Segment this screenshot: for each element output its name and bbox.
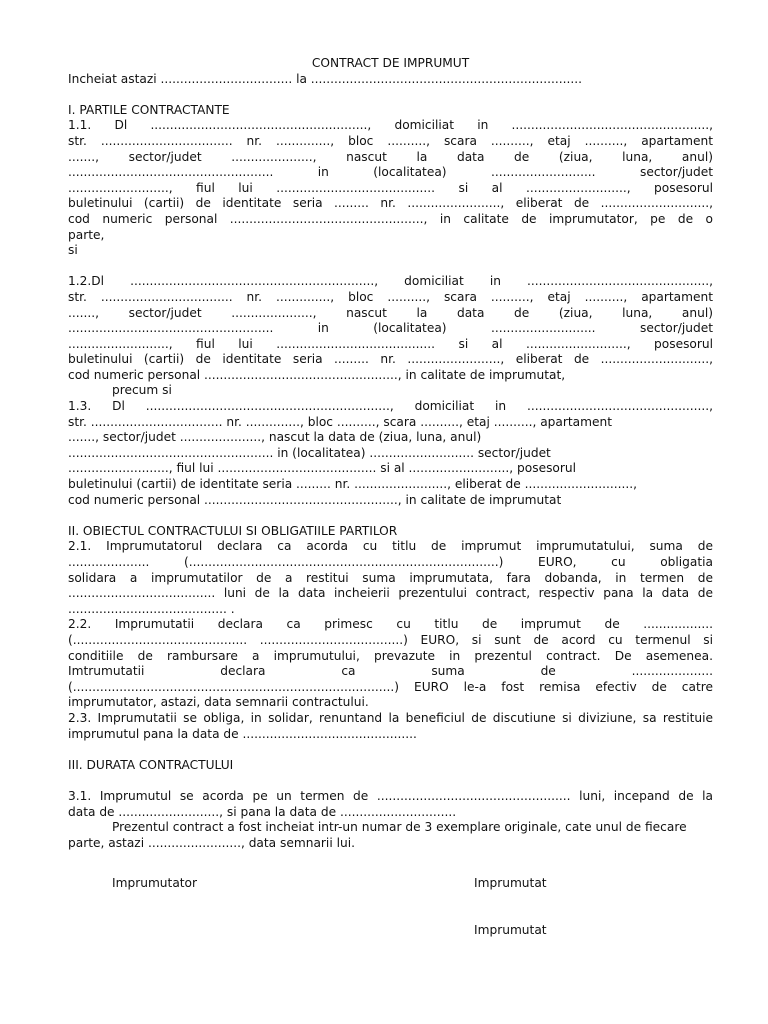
document-line: 2.2. Imprumutatii declara ca primesc cu titlu de imprumut de .................. (68, 617, 713, 632)
document-line: ..................... (................................................................................) EURO, cu obligatia (68, 555, 713, 569)
document-line: ...................................... luni de la data incheierii prezentului contract, respectiv pana la data de (68, 586, 713, 601)
blank-line (68, 259, 713, 275)
document-line: cod numeric personal .................................................., in calitate de imprumutat (68, 492, 562, 507)
signature-label-borrower-2: Imprumutat (474, 923, 547, 937)
document-line: 1.3. Dl ..............................................................., domiciliat in ..............................................., (68, 399, 713, 414)
document-line: precum si (112, 383, 172, 398)
blank-line (68, 87, 713, 103)
contract-document (68, 56, 713, 851)
signature-label-lender: Imprumutator (112, 876, 198, 890)
signature-label-borrower-1: Imprumutat (474, 876, 547, 890)
document-line: cod numeric personal .................................................., in calitate de imprumutator, pe de o (68, 211, 713, 226)
document-line: 1.1. Dl ........................................................, domiciliat in ..................................................., (68, 118, 713, 133)
document-line: Incheiat astazi .................................. la ...................................................................... (68, 71, 582, 86)
document-line: II. OBIECTUL CONTRACTULUI SI OBLIGATIILE PARTILOR (68, 523, 398, 538)
document-line: Prezentul contract a fost incheiat intr-un numar de 3 exemplare originale, cate unul de fiecare (112, 820, 687, 835)
document-line: solidara a imprumutatilor de a restitui suma imprumutata, fara dobanda, in termen de (68, 570, 713, 585)
document-line: buletinului (cartii) de identitate seria ......... nr. ........................, eliberat de ............................, (68, 352, 713, 367)
blank-line (68, 508, 713, 524)
document-line: cod numeric personal .................................................., in calitate de imprumutat, (68, 367, 566, 382)
document-line: str. .................................. nr. .............., bloc .........., scara .........., etaj .........., apartament (68, 414, 613, 429)
document-line: (............................................. .....................................) EURO, si sunt de acord cu termenul si (68, 632, 713, 647)
document-line: ..................................................... in (localitatea) ........................... sector/judet (68, 165, 713, 180)
document-line: .........................., fiul lui ......................................... si al .........................., posesorul (68, 180, 713, 195)
document-line: str. .................................. nr. .............., bloc .........., scara .........., etaj .........., apartament (68, 289, 713, 304)
document-line: I. PARTILE CONTRACTANTE (68, 102, 230, 117)
document-line: CONTRACT DE IMPRUMUT (311, 56, 470, 70)
document-line: ..................................................... in (localitatea) ........................... sector/judet (68, 321, 713, 336)
document-line: conditiile de rambursare a imprumutului, prevazute in prezentul contract. De asemenea. (68, 648, 713, 663)
document-line: si (68, 243, 78, 258)
document-line: ......., sector/judet ....................., nascut la data de (ziua, luna, anul) (68, 149, 713, 164)
document-line: 1.2.Dl ..............................................................., domiciliat in ..............................................., (68, 274, 713, 289)
document-line: ..................................................... in (localitatea) ........................... sector/judet (68, 445, 551, 460)
document-line: parte, astazi ........................, data semnarii lui. (68, 835, 355, 850)
document-line: data de .........................., si pana la data de .............................. (68, 804, 457, 819)
document-line: buletinului (cartii) de identitate seria ......... nr. ........................, eliberat de ............................, (68, 477, 637, 492)
document-line: (...................................................................................) EURO le-a fost remisa efectiv de catre (68, 679, 713, 694)
document-line: buletinului (cartii) de identitate seria ......... nr. ........................, eliberat de ............................, (68, 196, 713, 211)
blank-line (68, 773, 713, 789)
document-line: 3.1. Imprumutul se acorda pe un termen de .................................................. luni, incepand de la (68, 788, 713, 803)
document-line: imprumutator, astazi, data semnarii contractului. (68, 695, 369, 710)
blank-line (68, 742, 713, 758)
document-line: ......., sector/judet ....................., nascut la data de (ziua, luna, anul) (68, 430, 482, 445)
document-line: parte, (68, 227, 105, 242)
document-line: ......., sector/judet ....................., nascut la data de (ziua, luna, anul) (68, 305, 713, 320)
document-line: .........................., fiul lui ......................................... si al .........................., posesorul (68, 461, 576, 476)
document-line: III. DURATA CONTRACTULUI (68, 757, 234, 772)
document-line: Imtrumutatii declara ca suma de ..................... (68, 664, 713, 679)
document-line: ......................................... . (68, 601, 235, 616)
document-line: imprumutul pana la data de ............................................. (68, 726, 417, 741)
document-line: 2.3. Imprumutatii se obliga, in solidar, renuntand la beneficiul de discutiune si diviziune, sa restituie (68, 710, 713, 725)
document-line: 2.1. Imprumutatorul declara ca acorda cu titlu de imprumut imprumutatului, suma de (68, 539, 713, 554)
document-line: .........................., fiul lui ......................................... si al .........................., posesorul (68, 336, 713, 351)
document-line: str. .................................. nr. .............., bloc .........., scara .........., etaj .........., apartament (68, 133, 713, 148)
